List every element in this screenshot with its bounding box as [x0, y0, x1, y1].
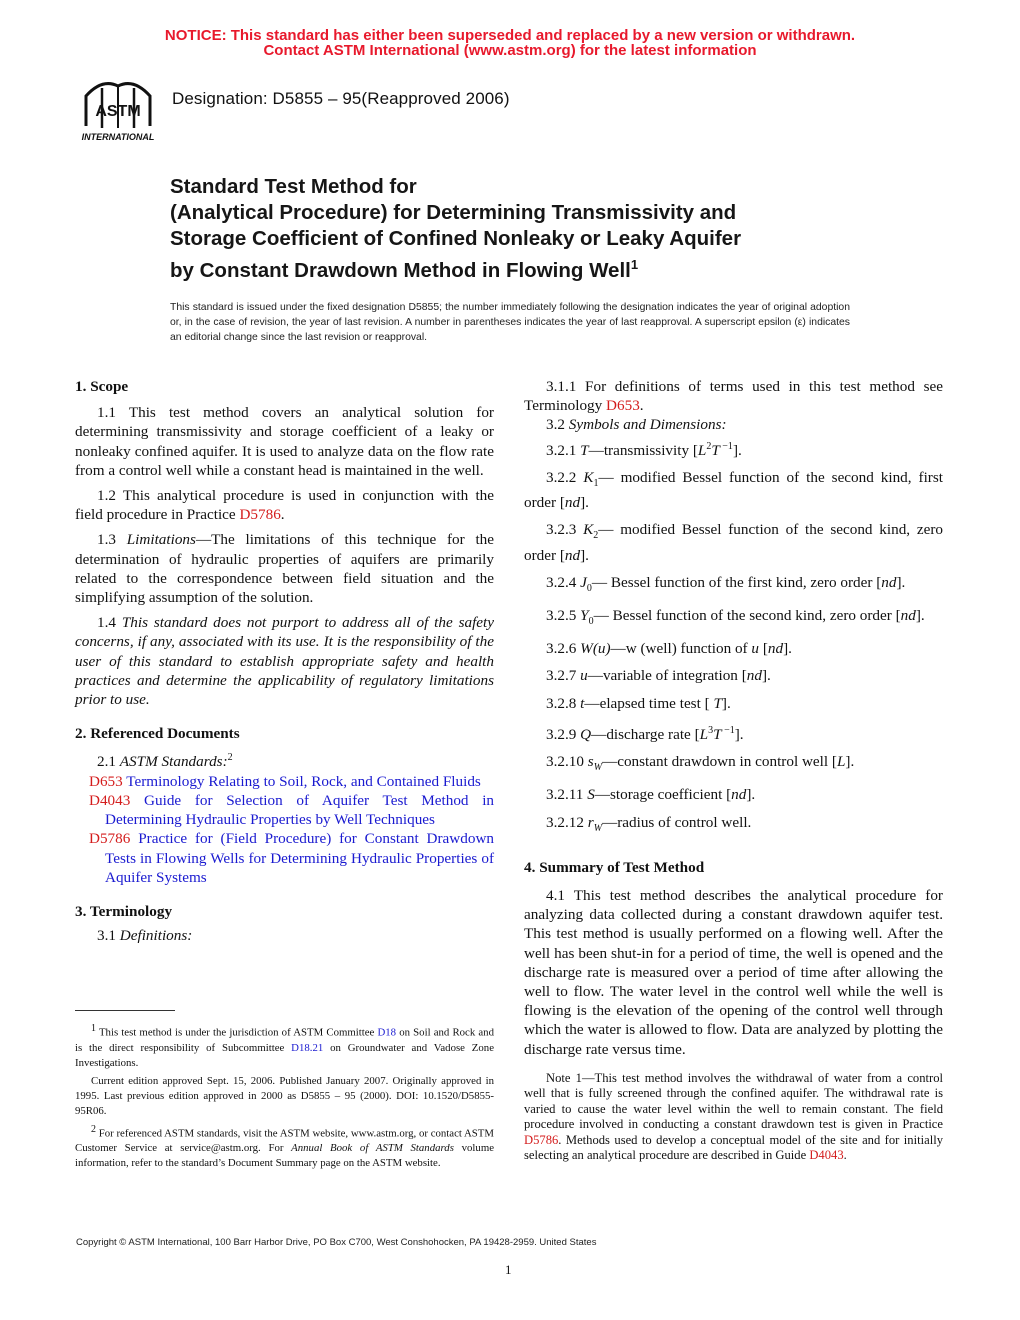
footnote-1-mark: 1: [91, 1023, 96, 1034]
footnote-rule: [75, 1010, 175, 1011]
symbol-nd: nd: [564, 494, 581, 512]
ref-d5786: [75, 829, 494, 887]
symbol-3-2-10: [524, 752, 943, 777]
symbol-num: 3.2.2: [546, 468, 577, 486]
symbol-num: 3.2.1: [546, 441, 577, 459]
section-1-1: 1.1 This test method covers an analytical solution for determining transmissivity and storage coefficient of a leaky or nonleaky confined aquifer. It is used to analyze data on the flow rate from a control well while a constant head is maintained in the well.: [75, 404, 494, 479]
title-line-1: Standard Test Method for: [170, 175, 417, 198]
symbol-num: 3.2.3: [546, 521, 577, 539]
section-3-2-num: 3.2: [546, 416, 569, 434]
ref-d653-code[interactable]: D653: [89, 772, 123, 790]
symbol-sub: W: [593, 822, 603, 834]
footnote-2-text-b: volume information, refer to the standard’s Document Summary page on the ASTM website.: [75, 1142, 495, 1170]
section-1-2-end: .: [280, 506, 285, 524]
section-2-1-italic: ASTM Standards:: [119, 753, 228, 771]
note-link-d4043[interactable]: D4043: [809, 1148, 844, 1163]
note-1: [524, 1071, 943, 1164]
symbol-num: 3.2.7: [546, 667, 577, 685]
symbol-text: —discharge rate [: [591, 725, 700, 743]
section-2-1: [75, 748, 494, 771]
symbol-text: — modified Bessel function of the second kind, first order [: [524, 468, 943, 512]
symbol-num: 3.2.10: [546, 753, 584, 771]
section-3-1: [75, 926, 494, 945]
link-d18[interactable]: D18: [377, 1026, 397, 1039]
symbol-num: 3.2.11: [546, 786, 584, 804]
ref-d653-title[interactable]: Terminology Relating to Soil, Rock, and Contained Fluids: [126, 772, 481, 790]
symbol: Q: [580, 725, 592, 743]
symbol-sub: 0: [586, 582, 592, 594]
symbol-sub: 1: [593, 477, 599, 489]
scope-heading: 1. Scope: [75, 378, 129, 395]
footnote-2-text-a: For referenced ASTM standards, visit the ASTM website, www.astm.org, or contact ASTM Customer Service at service@astm.org. For: [75, 1127, 494, 1155]
right-column: [524, 377, 943, 1164]
symbol-nd: L: [836, 753, 846, 771]
symbol-num: 3.2.12: [546, 813, 584, 831]
footnote-2-italic: Annual Book of ASTM Standards: [291, 1142, 454, 1155]
symbol-end: ].: [580, 494, 589, 512]
symbol-text: —storage coefficient [: [594, 786, 732, 804]
symbol-3-2-12: [524, 813, 943, 838]
symbol-3-2-11: [524, 785, 943, 804]
symbol-3-2-6: [524, 639, 943, 658]
symbol: K: [583, 468, 594, 486]
symbol-num: 3.2.9: [546, 725, 577, 743]
footnote-2-mark: 2: [91, 1123, 96, 1135]
note-link-d5786[interactable]: D5786: [524, 1132, 559, 1147]
section-1-3-num: 1.3: [97, 531, 127, 549]
symbol-nd: nd: [746, 667, 762, 685]
refdocs-heading: 2. Referenced Documents: [75, 725, 240, 743]
ref-d4043-title[interactable]: Guide for Selection of Aquifer Test Method in Determining Hydraulic Properties by Well Techniques: [105, 791, 495, 829]
symbol-3-2-2: [524, 468, 943, 512]
symbol-3-2-5: [524, 606, 943, 631]
note-1-text-c: .: [843, 1148, 847, 1163]
left-column: [75, 377, 494, 945]
section-1-4-text: This standard does not purport to address all of the safety concerns, if any, associated with its use. It is the responsibility of the user of this standard to establish appropriate safety and health practices and determine the applicability of regulatory limitations prior to use.: [75, 614, 494, 709]
symbol-end: ].: [580, 546, 589, 564]
symbol-3-2-7: [524, 666, 943, 685]
symbol-text-2: [: [759, 640, 768, 658]
symbol-3-2-9: [524, 721, 943, 744]
symbol: J: [580, 573, 587, 591]
section-3-1-1-end: .: [639, 397, 644, 415]
symbol-3-2-3: [524, 520, 943, 564]
section-2-1-num: 2.1: [97, 753, 120, 771]
symbol-dim2: T: [713, 725, 722, 743]
title-line-3: Storage Coefficient of Confined Nonleaky or Leaky Aquifer: [170, 227, 742, 250]
title-line-4: by Constant Drawdown Method in Flowing Well: [170, 258, 631, 282]
symbol-dim: L: [699, 725, 709, 743]
symbol: T: [580, 441, 589, 459]
symbol-num: 3.2.4: [546, 573, 577, 591]
symbol: r: [587, 813, 594, 831]
title-line-2: (Analytical Procedure) for Determining Transmissivity and: [170, 201, 737, 224]
link-d5786[interactable]: D5786: [239, 506, 281, 524]
logo-letters: ASTM: [95, 103, 141, 120]
footnote-2: [75, 1122, 494, 1172]
issued-note: This standard is issued under the fixed designation D5855; the number immediately following the designation indicates the year of original adoption or, in the case of revision, the year of last revision. A number in parentheses indicates the year of last reapproval. A superscript epsilon (ε) indicates an editorial change since the last revision or reapproval.: [170, 302, 850, 343]
footnote-1-text-b: on Soil and Rock and is the direct responsibility of Subcommittee: [75, 1026, 494, 1054]
notice-line-2: Contact ASTM International (www.astm.org) for the latest information: [263, 42, 757, 59]
section-1-2-text: 1.2 This analytical procedure is used in conjunction with the field procedure in Practice: [75, 487, 494, 524]
footnote-1-text-a: This test method is under the jurisdiction of ASTM Committee: [98, 1026, 378, 1039]
document-title: [170, 174, 870, 284]
section-1-3-italic: Limitations: [126, 531, 196, 549]
symbol-end: ].: [783, 640, 792, 658]
symbol-nd: nd: [731, 786, 747, 804]
logo-label: INTERNATIONAL: [81, 132, 155, 142]
symbol-dim2: T: [711, 441, 720, 459]
symbol-3-2-1: [524, 437, 943, 460]
symbol-text: —elapsed time test [: [584, 694, 714, 712]
ref-d653: [75, 772, 494, 791]
page-number: 1: [505, 1262, 512, 1277]
symbol-text: —w (well) function of: [610, 640, 752, 658]
symbol-nd: nd: [881, 573, 897, 591]
copyright-footer: Copyright © ASTM International, 100 Barr Harbor Drive, PO Box C700, West Conshohocken, PA 19428-2959. United States: [76, 1237, 597, 1248]
symbol-nd: nd: [900, 606, 916, 624]
link-d18-21[interactable]: D18.21: [291, 1041, 324, 1054]
symbol-end: ].: [721, 694, 731, 712]
symbol-end: ].: [845, 753, 855, 771]
section-1-3: [75, 530, 494, 607]
footnote-edition: Current edition approved Sept. 15, 2006. Published January 2007. Originally approved in 1995. Last previous edition approved in 2000 as D5855 – 95 (2000). DOI: 10.1520/D5855-95R06.: [75, 1074, 494, 1117]
symbol: s: [587, 753, 594, 771]
terminology-heading: 3. Terminology: [75, 902, 173, 920]
symbol-text: —variable of integration [: [587, 667, 747, 685]
section-3-1-num: 3.1: [97, 927, 120, 945]
symbol-3-2-8: [524, 694, 943, 713]
title-footnote-mark: 1: [630, 257, 639, 272]
symbol-dim: L: [697, 441, 707, 459]
symbol-dim2-sup: −1: [721, 724, 735, 736]
ref-d5786-title[interactable]: Practice for (Field Procedure) for Constant Drawdown Tests in Flowing Wells for Determining Hydraulic Properties of Aquifer Systems: [105, 830, 495, 886]
designation: Designation: D5855 – 95(Reapproved 2006): [172, 89, 510, 108]
footnote-1-text-c: on Groundwater and Vadose Zone Investigations.: [75, 1041, 494, 1069]
note-1-text-a: Note 1—This test method involves the withdrawal of water from a control well that is fully screened through the confined aquifer. The withdrawal rate is varied to cause the water level within the well to remain constant. The field procedure involved in conducting a constant drawdown test is given in Practice: [524, 1070, 943, 1132]
section-1-2: [75, 486, 494, 524]
ref-d4043: [75, 791, 494, 829]
symbol-num: 3.2.6: [546, 640, 577, 658]
symbol-text: —radius of control well.: [602, 813, 752, 831]
symbol: S: [587, 786, 595, 804]
symbol-text: — modified Bessel function of the second kind, zero order [: [524, 521, 943, 564]
footnote-1: [75, 1021, 494, 1071]
symbol-u: u: [751, 640, 760, 658]
symbol-dim-sup: 2: [706, 440, 712, 452]
symbol-end: ].: [915, 606, 925, 624]
section-3-2: [524, 415, 943, 434]
section-1-4-num: 1.4: [97, 614, 122, 632]
summary-heading: 4. Summary of Test Method: [524, 858, 705, 876]
symbol-text: —constant drawdown in control well [: [602, 753, 837, 771]
symbol-sub: 0: [588, 616, 594, 628]
symbol-3-2-4: [524, 573, 943, 598]
symbol: t: [580, 694, 585, 712]
symbol-end: ].: [734, 725, 744, 743]
symbol-nd: T: [713, 694, 722, 712]
notice-line-1: NOTICE: This standard has either been superseded and replaced by a new version or withdrawn.: [164, 27, 856, 44]
symbol-end: ].: [746, 786, 756, 804]
symbol: K: [583, 521, 594, 539]
footnotes: [75, 1021, 494, 1171]
symbol-nd: nd: [564, 546, 581, 564]
symbol: Y: [580, 606, 589, 624]
symbol-sub: 2: [593, 530, 599, 542]
section-1-4: [75, 613, 494, 709]
section-3-1-italic: Definitions:: [119, 927, 193, 945]
symbol: W(u): [580, 640, 611, 658]
link-d653[interactable]: D653: [606, 397, 640, 415]
symbol-end: ].: [896, 573, 906, 591]
symbol-num: 3.2.8: [546, 694, 577, 712]
ref-d4043-code[interactable]: D4043: [89, 791, 131, 809]
symbol-text: — Bessel function of the first kind, zero order [: [591, 573, 882, 591]
symbol-text: — Bessel function of the second kind, zero order [: [593, 606, 901, 624]
symbol-sub: W: [593, 762, 603, 774]
symbol-end: ].: [732, 441, 742, 459]
section-2-1-sup: 2: [227, 752, 233, 764]
symbol-end: ].: [761, 667, 771, 685]
symbol-dim2-sup: −1: [719, 440, 733, 452]
symbol-nd: nd: [767, 640, 784, 658]
ref-d5786-code[interactable]: D5786: [89, 830, 131, 848]
symbol-dim-sup: 3: [708, 724, 714, 736]
symbol-num: 3.2.5: [546, 606, 577, 624]
section-3-2-italic: Symbols and Dimensions:: [568, 416, 727, 434]
note-1-text-b: . Methods used to develop a conceptual model of the site and for initially selecting an analytical procedure are described in Guide: [524, 1132, 943, 1163]
symbol-text: —transmissivity [: [588, 441, 698, 459]
symbol: u: [580, 667, 588, 685]
section-3-1-1: [524, 377, 943, 415]
section-4-1: 4.1 This test method describes the analytical procedure for analyzing data collected during a constant drawdown aquifer test. This test method is usually performed on a flowing well. After the well has been shut-in for a period of time, the well is opened and the discharge rate is measured over a period of time after allowing the well to flow. The water level in the control well while the well is flowing is the elevation of the opening of the control well through which the water is allowed to flow. Data are analyzed by plotting the discharge rate versus time.: [524, 886, 943, 1058]
section-1-3-text: —The limitations of this technique for the determination of hydraulic properties of aquifers are primarily related to the correspondence between field situation and the simplifying assumption of the solution.: [75, 531, 494, 607]
section-3-1-1-text: 3.1.1 For definitions of terms used in this test method see Terminology: [524, 378, 943, 415]
astm-logo: [72, 76, 164, 146]
